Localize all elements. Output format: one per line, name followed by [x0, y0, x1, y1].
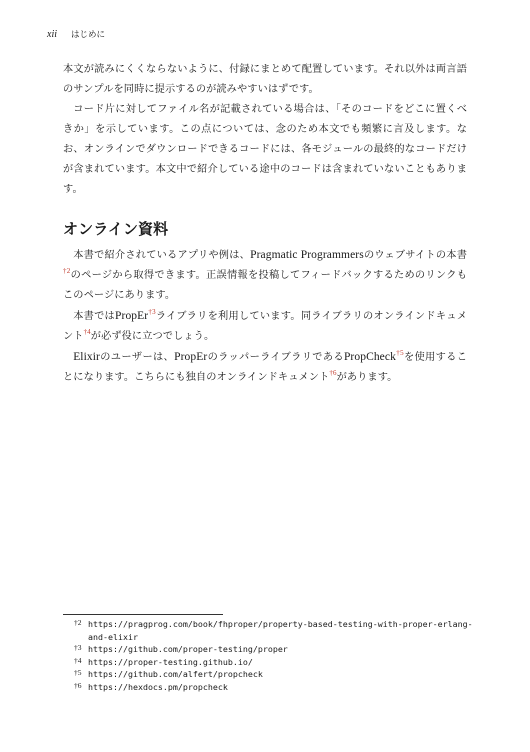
text: のページから取得できます。正誤情報を投稿してフィードバックするためのリンクもこのページにあります。 — [63, 270, 467, 301]
running-header — [47, 28, 105, 40]
footnote-mark: †2 — [74, 618, 82, 627]
main-text — [63, 60, 467, 388]
text: PropEr — [115, 310, 149, 322]
text: が必ず役に立つでしょう。 — [90, 331, 215, 342]
footnote — [74, 618, 474, 643]
chapter-title: はじめに — [71, 30, 106, 40]
paragraph — [63, 306, 467, 347]
text: PropCheck — [343, 351, 396, 363]
footnote-link[interactable]: https://pragprog.com/book/fhproper/property-based-testing-with-proper-erlang-and-elixir — [88, 619, 473, 642]
paragraph — [63, 245, 467, 306]
text: PropEr — [174, 351, 208, 363]
footnote-mark: †3 — [74, 643, 82, 653]
footnote-link[interactable]: https://github.com/alfert/propcheck — [88, 669, 263, 680]
footnote — [74, 681, 474, 694]
footnote — [74, 656, 474, 669]
footnote-divider — [63, 614, 223, 615]
paragraph: 本文が読みにくくならないように、付録にまとめて配置しています。それ以外は両言語のサンプルを同時に提示するのが読みやすいはずです。 — [63, 64, 467, 95]
text: のウェブサイトの本書 — [363, 250, 467, 261]
text: Elixir — [73, 351, 100, 363]
footnote-mark: †4 — [74, 655, 82, 665]
text: 本書では — [73, 311, 116, 322]
footnote-ref[interactable]: †5 — [395, 349, 404, 357]
footnote-ref[interactable]: †2 — [63, 267, 71, 275]
paragraph — [63, 347, 467, 388]
footnote-mark: †5 — [74, 668, 82, 678]
footnote-link[interactable]: https://proper-testing.github.io/ — [88, 656, 253, 667]
text: Pragmatic Programmers — [250, 249, 364, 261]
footnote — [74, 643, 474, 656]
text: 本書で紹介されているアプリや例は、 — [73, 250, 251, 261]
footnotes — [74, 618, 474, 694]
footnote-mark: †6 — [74, 680, 82, 690]
footnote-ref[interactable]: †6 — [329, 369, 337, 377]
footnote-ref[interactable]: †4 — [83, 328, 91, 336]
text: のユーザーは、 — [99, 352, 175, 363]
footnote — [74, 668, 474, 681]
section-heading: オンライン資料 — [63, 220, 169, 238]
text: のラッパーライブラリである — [207, 352, 344, 363]
footnote-link[interactable]: https://github.com/proper-testing/proper — [88, 644, 288, 655]
text: ライブラリを利用しています。同ライブラリのオンラインドキュメント — [63, 311, 468, 342]
footnote-link[interactable]: https://hexdocs.pm/propcheck — [88, 681, 228, 692]
page-number: xii — [47, 29, 57, 40]
paragraph: コード片に対してファイル名が記載されている場合は、「そのコードをどこに置くべきか」を示しています。この点については、念のため本文でも頻繁に言及します。なお、オンラインでダウンロードできるコードには、各モジュールの最終的なコードだけが含まれています。本文中で紹介している途中のコードは含まれていないこともあります。 — [63, 104, 467, 195]
text: があります。 — [336, 372, 398, 383]
text: を使用することになります。こちらにも独自のオンラインドキュメント — [63, 352, 467, 383]
footnote-ref[interactable]: †3 — [148, 308, 156, 316]
